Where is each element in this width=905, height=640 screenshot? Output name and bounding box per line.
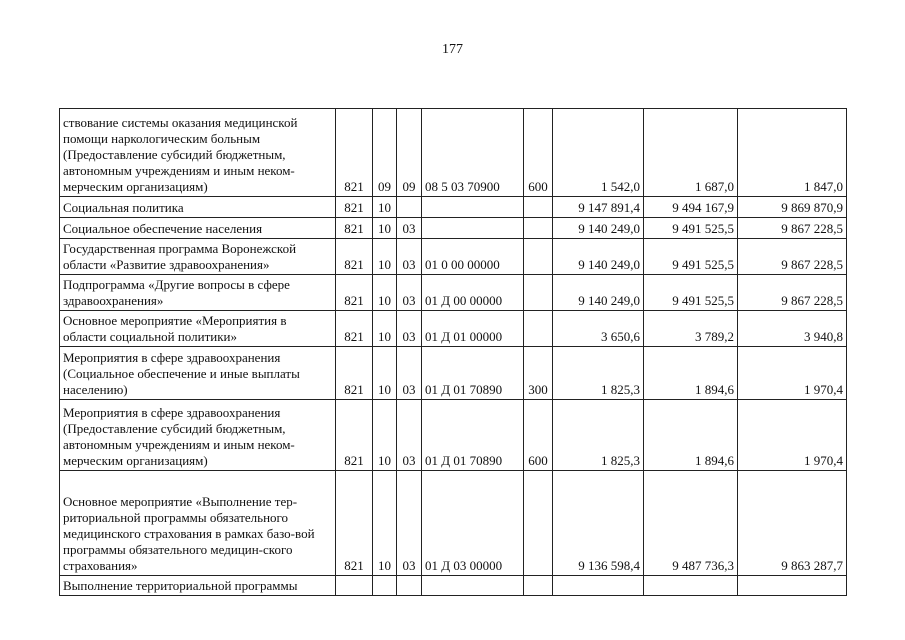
amount-year2-cell: [644, 576, 738, 596]
subsection-code-cell: 03: [397, 218, 422, 239]
amount-year2-cell: 1 894,6: [644, 347, 738, 400]
table-row: [60, 197, 847, 218]
amount-year2-cell: 9 491 525,5: [644, 218, 738, 239]
amount-year3-cell: 9 867 228,5: [738, 275, 847, 311]
subsection-code-cell: 03: [397, 347, 422, 400]
table-row: [60, 471, 847, 576]
target-article-cell: [422, 197, 524, 218]
section-code-cell: 10: [373, 471, 397, 576]
amount-year1-cell: 9 140 249,0: [553, 239, 644, 275]
expense-type-cell: [524, 576, 553, 596]
section-code-cell: 10: [373, 218, 397, 239]
subsection-code-cell: 03: [397, 400, 422, 471]
expense-type-cell: [524, 471, 553, 576]
table-row: [60, 311, 847, 347]
subsection-code-cell: 03: [397, 471, 422, 576]
subsection-code-cell: [397, 576, 422, 596]
expense-type-cell: 300: [524, 347, 553, 400]
ministry-code-cell: 821: [336, 197, 373, 218]
table-row: [60, 347, 847, 400]
subsection-code-cell: 09: [397, 109, 422, 197]
section-code-cell: 10: [373, 347, 397, 400]
ministry-code-cell: 821: [336, 109, 373, 197]
row-name-cell: Выполнение территориальной программы: [60, 576, 336, 596]
target-article-cell: [422, 576, 524, 596]
row-name-cell: Социальное обеспечение населения: [60, 218, 336, 239]
section-code-cell: 10: [373, 239, 397, 275]
row-name-cell: Основное мероприятие «Выполнение тер-риториальной программы обязательного медицинского страхования в рамках базо-вой программы обязательного медицин-ского страхования»: [60, 471, 336, 576]
amount-year3-cell: 1 970,4: [738, 400, 847, 471]
section-code-cell: 10: [373, 311, 397, 347]
row-name-cell: Основное мероприятие «Мероприятия в области социальной политики»: [60, 311, 336, 347]
section-code-cell: 09: [373, 109, 397, 197]
table-row: [60, 218, 847, 239]
table-row: [60, 275, 847, 311]
ministry-code-cell: 821: [336, 218, 373, 239]
target-article-cell: 01 Д 01 70890: [422, 347, 524, 400]
target-article-cell: [422, 218, 524, 239]
amount-year2-cell: 3 789,2: [644, 311, 738, 347]
row-name-cell: ствование системы оказания медицинской помощи наркологическим больным (Предоставление субсидий бюджетным, автономным учреждениям и иным неком-мерческим организациям): [60, 109, 336, 197]
ministry-code-cell: 821: [336, 471, 373, 576]
target-article-cell: 01 Д 01 70890: [422, 400, 524, 471]
ministry-code-cell: 821: [336, 311, 373, 347]
amount-year2-cell: 9 494 167,9: [644, 197, 738, 218]
section-code-cell: [373, 576, 397, 596]
table-row: [60, 400, 847, 471]
amount-year1-cell: 1 825,3: [553, 347, 644, 400]
ministry-code-cell: 821: [336, 239, 373, 275]
ministry-code-cell: 821: [336, 275, 373, 311]
amount-year1-cell: 1 542,0: [553, 109, 644, 197]
row-name-cell: Подпрограмма «Другие вопросы в сфере здравоохранения»: [60, 275, 336, 311]
section-code-cell: 10: [373, 197, 397, 218]
section-code-cell: 10: [373, 275, 397, 311]
amount-year3-cell: [738, 576, 847, 596]
amount-year2-cell: 9 491 525,5: [644, 239, 738, 275]
amount-year3-cell: 9 867 228,5: [738, 218, 847, 239]
row-name-cell: Мероприятия в сфере здравоохранения (Социальное обеспечение и иные выплаты населению): [60, 347, 336, 400]
amount-year1-cell: 9 136 598,4: [553, 471, 644, 576]
amount-year3-cell: 1 970,4: [738, 347, 847, 400]
ministry-code-cell: [336, 576, 373, 596]
row-name-cell: Социальная политика: [60, 197, 336, 218]
table-row: [60, 576, 847, 596]
amount-year1-cell: 3 650,6: [553, 311, 644, 347]
expense-type-cell: 600: [524, 400, 553, 471]
amount-year3-cell: 9 867 228,5: [738, 239, 847, 275]
subsection-code-cell: 03: [397, 275, 422, 311]
amount-year3-cell: 1 847,0: [738, 109, 847, 197]
subsection-code-cell: [397, 197, 422, 218]
target-article-cell: 01 Д 00 00000: [422, 275, 524, 311]
amount-year2-cell: 1 687,0: [644, 109, 738, 197]
amount-year2-cell: 1 894,6: [644, 400, 738, 471]
amount-year2-cell: 9 491 525,5: [644, 275, 738, 311]
amount-year1-cell: 9 140 249,0: [553, 275, 644, 311]
section-code-cell: 10: [373, 400, 397, 471]
ministry-code-cell: 821: [336, 400, 373, 471]
row-name-cell: Мероприятия в сфере здравоохранения (Предоставление субсидий бюджетным, автономным учреждениям и иным неком-мерческим организациям): [60, 400, 336, 471]
target-article-cell: 01 0 00 00000: [422, 239, 524, 275]
target-article-cell: 08 5 03 70900: [422, 109, 524, 197]
page-number: 177: [442, 42, 463, 57]
subsection-code-cell: 03: [397, 239, 422, 275]
expense-type-cell: 600: [524, 109, 553, 197]
amount-year1-cell: 9 147 891,4: [553, 197, 644, 218]
target-article-cell: 01 Д 01 00000: [422, 311, 524, 347]
row-name-cell: Государственная программа Воронежской области «Развитие здравоохранения»: [60, 239, 336, 275]
ministry-code-cell: 821: [336, 347, 373, 400]
table-row: [60, 239, 847, 275]
subsection-code-cell: 03: [397, 311, 422, 347]
amount-year1-cell: 1 825,3: [553, 400, 644, 471]
amount-year1-cell: 9 140 249,0: [553, 218, 644, 239]
expense-type-cell: [524, 275, 553, 311]
amount-year3-cell: 9 869 870,9: [738, 197, 847, 218]
target-article-cell: 01 Д 03 00000: [422, 471, 524, 576]
table-row: [60, 109, 847, 197]
table-body: [60, 109, 847, 596]
amount-year2-cell: 9 487 736,3: [644, 471, 738, 576]
amount-year3-cell: 3 940,8: [738, 311, 847, 347]
expense-type-cell: [524, 218, 553, 239]
expense-type-cell: [524, 197, 553, 218]
amount-year3-cell: 9 863 287,7: [738, 471, 847, 576]
expense-type-cell: [524, 311, 553, 347]
amount-year1-cell: [553, 576, 644, 596]
budget-table: [59, 108, 847, 596]
expense-type-cell: [524, 239, 553, 275]
